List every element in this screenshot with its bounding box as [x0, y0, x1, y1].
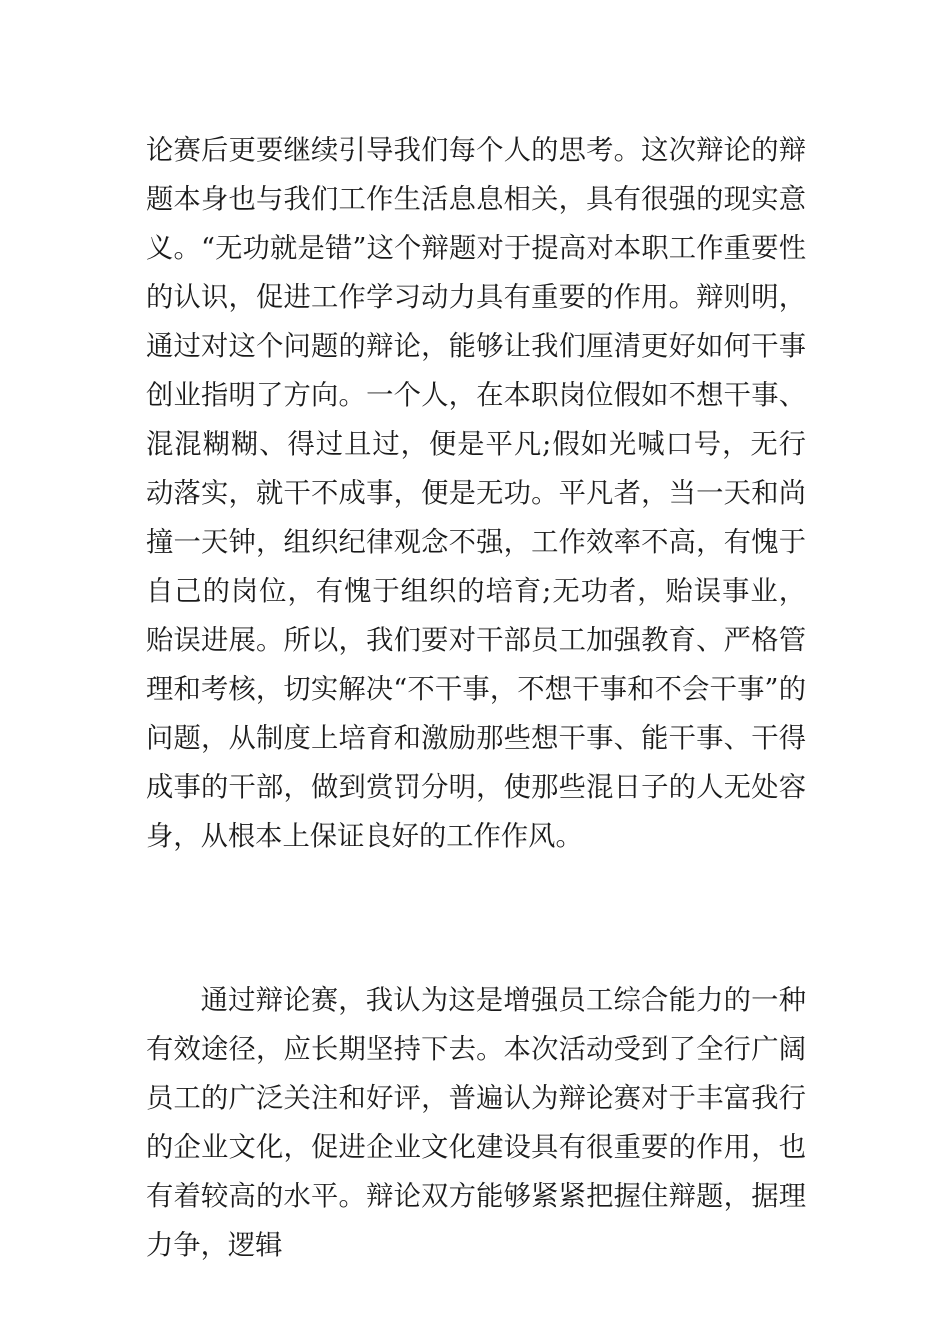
body-paragraph-1: 论赛后更要继续引导我们每个人的思考。这次辩论的辩题本身也与我们工作生活息息相关，具有很强的现实意义。“无功就是错”这个辩题对于提高对本职工作重要性的认识，促进工作学习动力具有重要的作用。辩则明，通过对这个问题的辩论，能够让我们厘清更好如何干事创业指明了方向。一个人，在本职岗位假如不想干事、混混糊糊、得过且过，便是平凡;假如光喊口号，无行动落实，就干不成事，便是无功。平凡者，当一天和尚撞一天钟，组织纪律观念不强，工作效率不高，有愧于自己的岗位，有愧于组织的培育;无功者，贻误事业，贻误进展。所以，我们要对干部员工加强教育、严格管理和考核，切实解决“不干事，不想干事和不会干事”的问题，从制度上培育和激励那些想干事、能干事、干得成事的干部，做到赏罚分明，使那些混日子的人无处容身，从根本上保证良好的工作作风。 — [146, 135, 806, 852]
body-paragraph-2: 通过辩论赛，我认为这是增强员工综合能力的一种有效途径，应长期坚持下去。本次活动受到了全行广阔员工的广泛关注和好评，普遍认为辩论赛对于丰富我行的企业文化，促进企业文化建设具有很重要的作用，也有着较高的水平。辩论双方能够紧紧把握住辩题，据理力争，逻辑 — [146, 985, 806, 1261]
